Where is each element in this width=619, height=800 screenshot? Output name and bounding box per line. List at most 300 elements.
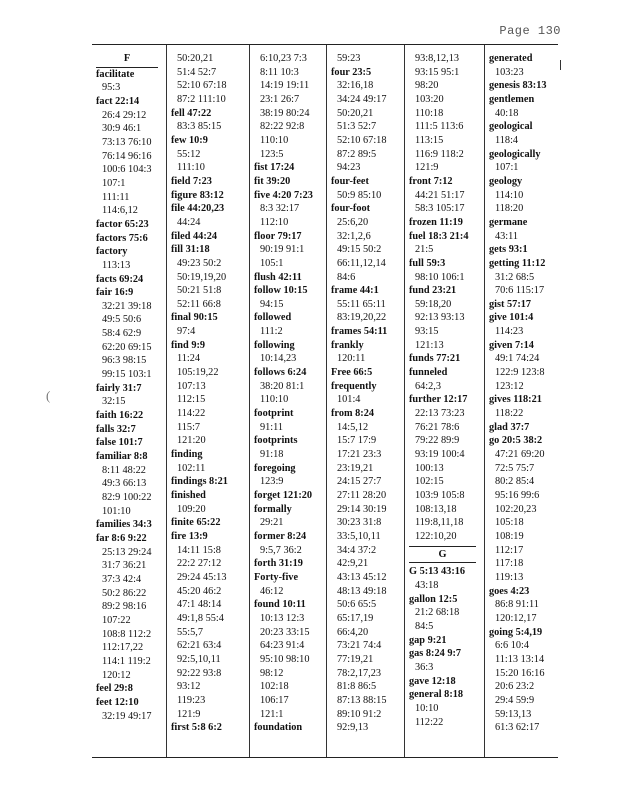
index-reference: 102:11 xyxy=(177,462,206,474)
index-reference: 52:10 67:18 xyxy=(337,134,387,146)
index-reference: 40:18 xyxy=(495,107,519,119)
index-reference: 113:13 xyxy=(102,259,131,271)
index-reference: 79:22 89:9 xyxy=(415,435,460,447)
index-reference: 11:13 13:14 xyxy=(495,653,545,665)
index-reference: 45:20 46:2 xyxy=(177,585,222,597)
index-reference: 111:11 xyxy=(102,191,130,203)
index-term: familiar 8:8 xyxy=(96,451,148,463)
index-reference: 8:3 32:17 xyxy=(260,203,300,215)
index-reference: 37:3 42:4 xyxy=(102,573,142,585)
index-reference: 106:17 xyxy=(260,694,289,706)
index-reference: 15:7 17:9 xyxy=(337,435,377,447)
index-reference: 50:6 65:5 xyxy=(337,599,377,611)
index-term: gallon 12:5 xyxy=(409,593,458,605)
index-term: five 4:20 7:23 xyxy=(254,189,313,201)
index-reference: 93:8,12,13 xyxy=(415,53,460,64)
index-term: factors 75:6 xyxy=(96,232,148,244)
index-reference: 94:23 xyxy=(337,162,361,174)
index-reference: 21:5 xyxy=(415,244,434,256)
index-reference: 73:21 74:4 xyxy=(337,640,382,652)
index-reference: 112:17,22 xyxy=(102,642,144,654)
index-reference: 107:1 xyxy=(102,177,126,189)
index-term: falls 32:7 xyxy=(96,423,136,435)
index-term: frankly xyxy=(331,339,364,351)
index-term: geology xyxy=(489,175,523,187)
index-term: facts 69:24 xyxy=(96,273,144,285)
index-reference: 114:6,12 xyxy=(102,205,138,217)
index-term: floor 79:17 xyxy=(254,230,302,242)
index-reference: 47:21 69:20 xyxy=(495,449,545,461)
index-reference: 99:15 103:1 xyxy=(102,369,152,381)
index-term: families 34:3 xyxy=(96,519,152,531)
index-reference: 20:6 23:2 xyxy=(495,681,535,693)
index-term: finding xyxy=(171,449,203,461)
index-term: frames 54:11 xyxy=(331,326,388,338)
index-term: G 5:13 43:16 xyxy=(409,566,466,578)
index-reference: 58:4 62:9 xyxy=(102,328,142,340)
index-reference: 93:19 100:4 xyxy=(415,449,465,461)
index-reference: 55:5,7 xyxy=(177,626,204,638)
index-reference: 72:5 75:7 xyxy=(495,462,535,474)
index-term: Free 66:5 xyxy=(331,367,373,379)
index-reference: 93:12 xyxy=(177,681,201,693)
index-reference: 10:10 xyxy=(415,702,439,714)
index-reference: 98:20 xyxy=(415,80,439,92)
index-term: give 101:4 xyxy=(489,312,534,324)
index-reference: 107:22 xyxy=(102,614,131,626)
index-reference: 62:20 69:15 xyxy=(102,341,152,353)
index-reference: 112:17 xyxy=(495,544,524,556)
index-term: from 8:24 xyxy=(331,408,374,420)
index-reference: 34:4 37:2 xyxy=(337,544,377,556)
index-reference: 62:21 63:4 xyxy=(177,640,222,652)
index-reference: 43:18 xyxy=(415,579,439,591)
index-reference: 65:17,19 xyxy=(337,612,374,624)
index-reference: 110:18 xyxy=(415,107,444,119)
index-reference: 111:2 xyxy=(260,326,283,338)
index-reference: 102:18 xyxy=(260,681,289,693)
index-term: fair 16:9 xyxy=(96,287,134,299)
index-reference: 89:10 91:2 xyxy=(337,708,382,720)
index-term: germane xyxy=(489,216,528,228)
index-reference: 9:5,7 36:2 xyxy=(260,544,302,556)
index-reference: 118:22 xyxy=(495,408,524,420)
index-term: figure 83:12 xyxy=(171,189,224,201)
index-term: follows 6:24 xyxy=(254,367,307,379)
index-reference: 101:4 xyxy=(337,394,361,406)
index-reference: 10:13 12:3 xyxy=(260,612,305,624)
index-reference: 50:21 51:8 xyxy=(177,285,222,297)
index-term: final 90:15 xyxy=(171,312,218,324)
index-term: found 10:11 xyxy=(254,599,306,611)
index-reference: 89:2 98:16 xyxy=(102,601,147,613)
index-term: forget 121:20 xyxy=(254,490,313,501)
index-reference: 81:8 86:5 xyxy=(337,681,377,693)
index-reference: 29:14 30:19 xyxy=(337,503,387,515)
index-reference: 122:10,20 xyxy=(415,530,457,542)
index-term: fell 47:22 xyxy=(171,107,212,119)
page-number-label: Page 130 xyxy=(499,24,561,38)
index-term: feel 29:8 xyxy=(96,683,133,695)
index-reference: 83:19,20,22 xyxy=(337,312,387,324)
index-reference: 116:9 118:2 xyxy=(415,148,464,160)
index-column-5 xyxy=(405,45,485,757)
index-reference: 91:18 xyxy=(260,449,284,461)
index-reference: 73:13 76:10 xyxy=(102,136,152,148)
index-reference: 64:2,3 xyxy=(415,380,442,392)
index-reference: 87:2 89:5 xyxy=(337,148,377,160)
index-reference: 10:14,23 xyxy=(260,353,297,365)
index-term: finite 65:22 xyxy=(171,517,221,529)
index-term: geologically xyxy=(489,148,541,160)
index-term: field 7:23 xyxy=(171,175,212,187)
index-reference: 66:11,12,14 xyxy=(337,257,386,269)
index-column-4 xyxy=(327,45,405,757)
index-reference: 32:21 39:18 xyxy=(102,300,152,312)
index-term: gives 118:21 xyxy=(489,394,542,406)
index-reference: 59:18,20 xyxy=(415,298,452,310)
index-term: full 59:3 xyxy=(409,257,446,269)
index-reference: 76:21 78:6 xyxy=(415,421,460,433)
index-reference: 58:3 105:17 xyxy=(415,203,465,215)
section-letter-header: G xyxy=(409,546,476,564)
section-letter-header: F xyxy=(96,52,158,68)
index-reference: 105:19,22 xyxy=(177,367,219,379)
index-reference: 114:22 xyxy=(177,408,206,420)
index-reference: 103:9 105:8 xyxy=(415,490,465,501)
index-reference: 59:13,13 xyxy=(495,708,532,720)
index-reference: 30:9 46:1 xyxy=(102,123,142,135)
index-reference: 50:2 86:22 xyxy=(102,587,147,599)
index-reference: 24:15 27:7 xyxy=(337,476,382,488)
index-reference: 33:5,10,11 xyxy=(337,530,381,542)
index-reference: 22:2 27:12 xyxy=(177,558,222,570)
index-term: formally xyxy=(254,503,292,515)
index-reference: 84:5 xyxy=(415,620,434,632)
index-reference: 23:1 26:7 xyxy=(260,93,300,105)
index-reference: 96:3 98:15 xyxy=(102,355,147,367)
index-reference: 14:19 19:11 xyxy=(260,80,310,92)
index-term: fairly 31:7 xyxy=(96,382,142,394)
index-reference: 118:20 xyxy=(495,203,524,215)
index-reference: 100:6 104:3 xyxy=(102,164,152,176)
index-reference: 121:13 xyxy=(415,339,444,351)
index-reference: 121:9 xyxy=(415,162,439,174)
index-term: flush 42:11 xyxy=(254,271,302,283)
index-column-2 xyxy=(167,45,250,757)
index-reference: 114:10 xyxy=(495,189,524,201)
index-reference: 64:23 91:4 xyxy=(260,640,305,652)
index-reference: 114:1 119:2 xyxy=(102,655,151,667)
index-reference: 108:8 112:2 xyxy=(102,628,152,640)
index-reference: 80:2 85:4 xyxy=(495,476,535,488)
index-term: fire 13:9 xyxy=(171,530,208,542)
index-reference: 100:13 xyxy=(415,462,444,474)
index-reference: 14:5,12 xyxy=(337,421,369,433)
index-reference: 51:3 52:7 xyxy=(337,121,377,133)
index-reference: 105:1 xyxy=(260,257,284,269)
index-reference: 83:3 85:15 xyxy=(177,121,222,133)
index-reference: 32:19 49:17 xyxy=(102,710,152,722)
index-reference: 92:13 93:13 xyxy=(415,312,465,324)
index-term: forth 31:19 xyxy=(254,558,303,570)
index-term: fact 22:14 xyxy=(96,95,140,107)
index-reference: 102:20,23 xyxy=(495,503,537,515)
index-term: generated xyxy=(489,53,533,64)
index-reference: 20:23 33:15 xyxy=(260,626,310,638)
margin-tick xyxy=(560,60,561,70)
index-reference: 112:10 xyxy=(260,216,289,228)
index-term: follow 10:15 xyxy=(254,285,308,297)
index-reference: 51:4 52:7 xyxy=(177,66,217,78)
index-reference: 110:10 xyxy=(260,394,289,406)
index-reference: 44:21 51:17 xyxy=(415,189,465,201)
index-term: foundation xyxy=(254,722,303,734)
index-reference: 123:5 xyxy=(260,148,284,160)
index-term: foregoing xyxy=(254,462,296,474)
index-term: fill 31:18 xyxy=(171,244,210,256)
index-reference: 8:11 48:22 xyxy=(102,464,146,476)
index-term: false 101:7 xyxy=(96,437,143,449)
index-term: go 20:5 38:2 xyxy=(489,435,543,447)
index-reference: 17:21 23:3 xyxy=(337,449,382,461)
index-reference: 42:9,21 xyxy=(337,558,369,570)
word-index-table xyxy=(92,44,558,758)
index-term: funneled xyxy=(409,367,448,379)
index-term: fist 17:24 xyxy=(254,162,295,174)
index-reference: 49:3 66:13 xyxy=(102,478,147,490)
index-reference: 102:15 xyxy=(415,476,444,488)
index-reference: 49:1 74:24 xyxy=(495,353,540,365)
index-reference: 32:1,2,6 xyxy=(337,230,371,242)
index-term: footprints xyxy=(254,435,298,447)
index-reference: 92:9,13 xyxy=(337,722,369,734)
index-reference: 87:13 88:15 xyxy=(337,694,387,706)
index-reference: 82:9 100:22 xyxy=(102,492,152,503)
index-term: factor 65:23 xyxy=(96,218,149,230)
index-term: fit 39:20 xyxy=(254,175,291,187)
index-reference: 123:12 xyxy=(495,380,524,392)
index-term: first 5:8 6:2 xyxy=(171,722,222,734)
index-reference: 111:10 xyxy=(177,162,205,174)
index-reference: 103:20 xyxy=(415,93,444,105)
index-reference: 121:20 xyxy=(177,435,206,447)
index-reference: 119:13 xyxy=(495,571,524,583)
index-reference: 61:3 62:17 xyxy=(495,722,540,734)
index-term: gist 57:17 xyxy=(489,298,532,310)
index-reference: 94:15 xyxy=(260,298,284,310)
index-term: filed 44:24 xyxy=(171,230,218,242)
index-reference: 29:24 45:13 xyxy=(177,571,227,583)
index-column-3 xyxy=(250,45,327,757)
index-term: fund 23:21 xyxy=(409,285,457,297)
index-reference: 46:12 xyxy=(260,585,284,597)
index-reference: 92:5,10,11 xyxy=(177,653,221,665)
index-term: few 10:9 xyxy=(171,134,208,146)
index-reference: 101:10 xyxy=(102,505,131,517)
index-reference: 29:4 59:9 xyxy=(495,694,535,706)
margin-mark: ( xyxy=(46,388,51,403)
index-reference: 21:2 68:18 xyxy=(415,607,460,619)
index-reference: 50:9 85:10 xyxy=(337,189,382,201)
index-reference: 90:19 91:1 xyxy=(260,244,305,256)
index-term: gave 12:18 xyxy=(409,675,456,687)
index-term: glad 37:7 xyxy=(489,421,530,433)
index-reference: 50:20,21 xyxy=(177,53,214,64)
index-term: facilitate xyxy=(96,68,135,80)
index-reference: 107:1 xyxy=(495,162,519,174)
index-reference: 78:2,17,23 xyxy=(337,667,382,679)
index-reference: 14:11 15:8 xyxy=(177,544,221,556)
index-reference: 114:23 xyxy=(495,326,524,338)
index-term: Forty-five xyxy=(254,571,299,583)
index-reference: 97:4 xyxy=(177,326,196,338)
index-reference: 98:12 xyxy=(260,667,284,679)
index-term: frame 44:1 xyxy=(331,285,379,297)
index-reference: 77:19,21 xyxy=(337,653,374,665)
index-term: gas 8:24 9:7 xyxy=(409,648,462,660)
index-reference: 38:20 81:1 xyxy=(260,380,305,392)
index-reference: 32:16,18 xyxy=(337,80,374,92)
index-reference: 48:13 49:18 xyxy=(337,585,387,597)
index-reference: 93:15 xyxy=(415,326,439,338)
index-reference: 95:10 98:10 xyxy=(260,653,310,665)
index-column-6 xyxy=(485,45,558,757)
index-reference: 25:6,20 xyxy=(337,216,369,228)
index-reference: 95:3 xyxy=(102,82,121,94)
index-reference: 44:24 xyxy=(177,216,201,228)
index-term: former 8:24 xyxy=(254,530,307,542)
index-term: getting 11:12 xyxy=(489,257,546,269)
index-reference: 15:20 16:16 xyxy=(495,667,545,679)
index-reference: 110:10 xyxy=(260,134,289,146)
index-reference: 105:18 xyxy=(495,517,524,529)
index-reference: 32:15 xyxy=(102,396,126,408)
index-reference: 34:24 49:17 xyxy=(337,93,387,105)
index-reference: 120:12 xyxy=(102,669,131,681)
index-term: file 44:20,23 xyxy=(171,203,225,215)
index-reference: 30:23 31:8 xyxy=(337,517,382,529)
index-reference: 50:20,21 xyxy=(337,107,374,119)
index-reference: 113:15 xyxy=(415,134,444,146)
index-reference: 36:3 xyxy=(415,661,434,673)
index-reference: 70:6 115:17 xyxy=(495,285,545,297)
index-reference: 120:12,17 xyxy=(495,612,537,624)
index-reference: 119:8,11,18 xyxy=(415,517,464,529)
index-reference: 23:19,21 xyxy=(337,462,374,474)
index-term: followed xyxy=(254,312,292,324)
index-reference: 103:23 xyxy=(495,66,524,78)
index-term: far 8:6 9:22 xyxy=(96,532,147,544)
index-reference: 86:8 91:11 xyxy=(495,599,539,611)
index-reference: 29:21 xyxy=(260,517,284,529)
index-reference: 25:13 29:24 xyxy=(102,546,152,558)
index-reference: 6:6 10:4 xyxy=(495,640,530,652)
index-reference: 112:22 xyxy=(415,716,444,728)
index-term: given 7:14 xyxy=(489,339,534,351)
index-term: four 23:5 xyxy=(331,66,372,78)
index-term: going 5:4,19 xyxy=(489,626,543,638)
index-reference: 119:23 xyxy=(177,694,206,706)
index-reference: 84:6 xyxy=(337,271,356,283)
index-reference: 121:9 xyxy=(177,708,201,720)
index-reference: 49:15 50:2 xyxy=(337,244,382,256)
index-reference: 111:5 113:6 xyxy=(415,121,464,133)
index-reference: 43:11 xyxy=(495,230,519,242)
index-reference: 115:7 xyxy=(177,421,201,433)
index-term: genesis 83:13 xyxy=(489,80,547,92)
index-term: finished xyxy=(171,490,206,501)
index-term: four-feet xyxy=(331,175,369,187)
index-reference: 59:23 xyxy=(337,53,361,64)
index-reference: 43:13 45:12 xyxy=(337,571,387,583)
index-reference: 121:1 xyxy=(260,708,284,720)
index-reference: 52:10 67:18 xyxy=(177,80,227,92)
index-term: faith 16:22 xyxy=(96,410,144,422)
index-term: gentlemen xyxy=(489,93,535,105)
index-reference: 108:19 xyxy=(495,530,524,542)
index-reference: 91:11 xyxy=(260,421,284,433)
index-term: frozen 11:19 xyxy=(409,216,463,228)
index-term: funds 77:21 xyxy=(409,353,461,365)
index-reference: 123:9 xyxy=(260,476,284,488)
index-reference: 92:22 93:8 xyxy=(177,667,222,679)
index-reference: 8:11 10:3 xyxy=(260,66,299,78)
index-reference: 118:4 xyxy=(495,134,519,146)
index-reference: 66:4,20 xyxy=(337,626,369,638)
index-column-1 xyxy=(92,45,167,757)
index-reference: 120:11 xyxy=(337,353,366,365)
index-reference: 55:11 65:11 xyxy=(337,298,386,310)
index-reference: 49:5 50:6 xyxy=(102,314,142,326)
index-reference: 31:2 68:5 xyxy=(495,271,535,283)
index-reference: 112:15 xyxy=(177,394,206,406)
index-reference: 55:12 xyxy=(177,148,201,160)
index-term: further 12:17 xyxy=(409,394,468,406)
index-reference: 11:24 xyxy=(177,353,201,365)
index-reference: 122:9 123:8 xyxy=(495,367,545,379)
index-reference: 22:13 73:23 xyxy=(415,408,465,420)
index-term: footprint xyxy=(254,408,294,420)
index-term: following xyxy=(254,339,295,351)
index-reference: 93:15 95:1 xyxy=(415,66,460,78)
index-term: general 8:18 xyxy=(409,689,464,701)
index-term: gap 9:21 xyxy=(409,634,447,646)
index-reference: 95:16 99:6 xyxy=(495,490,540,501)
index-reference: 6:10,23 7:3 xyxy=(260,53,307,64)
index-reference: 31:7 36:21 xyxy=(102,560,147,572)
index-reference: 109:20 xyxy=(177,503,206,515)
index-term: fuel 18:3 21:4 xyxy=(409,230,469,242)
index-reference: 107:13 xyxy=(177,380,206,392)
index-reference: 98:10 106:1 xyxy=(415,271,465,283)
index-reference: 49:23 50:2 xyxy=(177,257,222,269)
index-term: four-foot xyxy=(331,203,371,215)
index-term: geological xyxy=(489,121,533,133)
index-term: frequently xyxy=(331,380,377,392)
index-reference: 76:14 96:16 xyxy=(102,150,152,162)
index-term: find 9:9 xyxy=(171,339,206,351)
index-reference: 38:19 80:24 xyxy=(260,107,310,119)
index-reference: 26:4 29:12 xyxy=(102,109,147,121)
index-reference: 50:19,19,20 xyxy=(177,271,227,283)
index-reference: 52:11 66:8 xyxy=(177,298,221,310)
index-reference: 49:1,8 55:4 xyxy=(177,612,224,624)
index-term: goes 4:23 xyxy=(489,585,530,597)
index-reference: 82:22 92:8 xyxy=(260,121,305,133)
index-reference: 108:13,18 xyxy=(415,503,457,515)
index-term: front 7:12 xyxy=(409,175,453,187)
